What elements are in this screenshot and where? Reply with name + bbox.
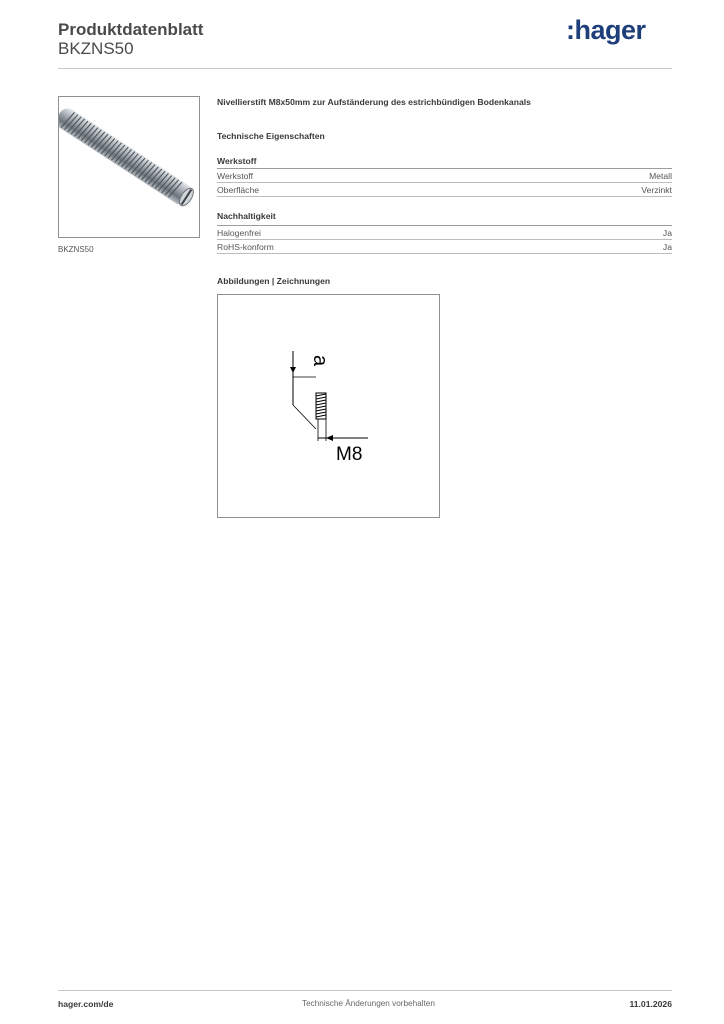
row-value: Ja [662,242,672,252]
row-label: RoHS-konform [217,242,274,252]
row-label: Oberfläche [217,185,260,195]
table-row [217,183,672,197]
dimension-a-label: a [309,355,331,367]
section-title-drawings: Abbildungen | Zeichnungen [217,276,331,286]
row-label: Halogenfrei [217,228,261,238]
dimension-drawing-icon [218,295,439,517]
table-row [217,226,672,240]
section-title-tech: Technische Eigenschaften [217,131,325,141]
image-caption: BKZNS50 [58,245,94,254]
footer-date: 11.01.2026 [629,999,672,1009]
product-image [58,96,200,238]
product-description: Nivellierstift M8x50mm zur Aufständerung des estrichbündigen Bodenkanals [217,97,531,107]
logo-colon-icon: : [566,15,575,45]
row-value: Verzinkt [641,185,672,195]
footer-disclaimer: Technische Änderungen vorbehalten [302,999,435,1008]
table-row [217,169,672,183]
group-title-nachhaltigkeit: Nachhaltigkeit [217,211,276,221]
row-label: Werkstoff [217,171,253,181]
logo-text: hager [574,15,646,45]
header-divider [58,68,672,69]
row-value: Ja [662,228,672,238]
row-value: Metall [649,171,672,181]
threaded-rod-icon [59,97,199,237]
product-code: BKZNS50 [58,39,134,58]
group-title-werkstoff: Werkstoff [217,156,257,166]
page-title: Produktdatenblatt [58,20,204,39]
footer-website-link[interactable]: hager.com/de [58,999,114,1009]
table-row [217,240,672,254]
dimension-m8-label: M8 [336,444,363,465]
hager-logo [566,15,646,45]
technical-drawing [217,294,440,518]
footer-divider [58,990,672,991]
